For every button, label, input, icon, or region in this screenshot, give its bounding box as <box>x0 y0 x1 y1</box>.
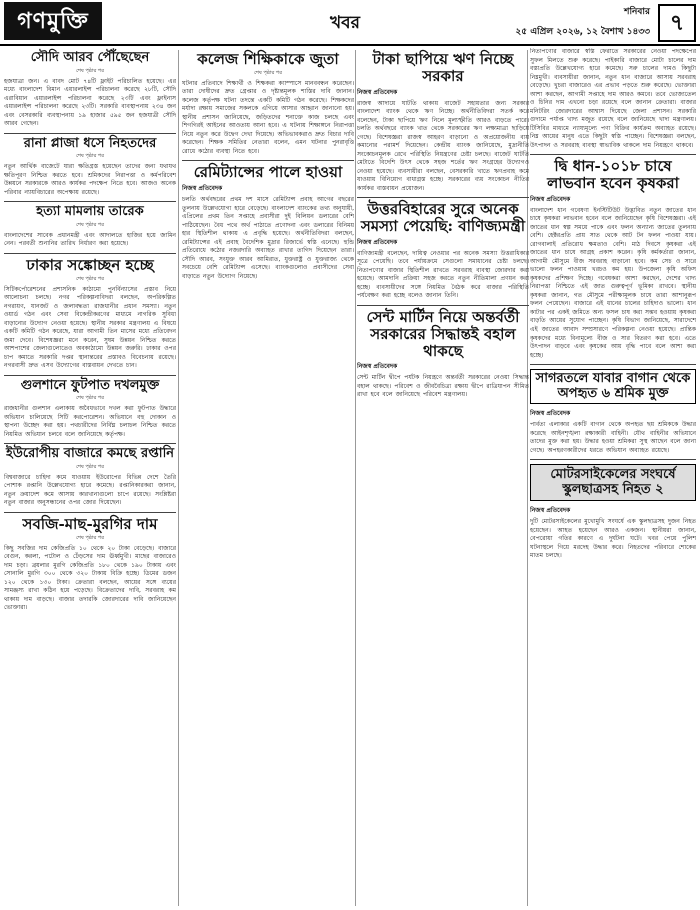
continued-label: শেষ পৃষ্ঠার পর <box>76 153 104 160</box>
article-gulshan <box>4 379 176 440</box>
column-rule <box>178 50 179 906</box>
article-body: চলতি অর্থবছরের প্রথম দশ মাসে রেমিট্যান্স প্রবাহ আগের বছরের তুলনায় উল্লেখযোগ্য হারে বেড়েছে। বাংলাদেশ ব্যাংকের তথ্য অনুযায়ী, এপ্রিলের প্রথম তিন সপ্তাহে প্রবাসীরা দুই বিলিয়ন ডলারের বেশি পাঠিয়েছেন। বৈধ পথে অর্থ পাঠাতে প্রণোদনা এবং ডলারের বিনিময় হার স্থিতিশীল থাকায় এ প্রবৃদ্ধি হয়েছে। অর্থনীতিবিদরা বলছেন, রেমিট্যান্সের এই প্রবাহ বৈদেশিক মুদ্রার রিজার্ভে স্বস্তি এনেছে। হুন্ডি প্রতিরোধে কঠোর নজরদারি অব্যাহত রাখার তাগিদ দিয়েছেন তারা। সৌদি আরব, সংযুক্ত আরব আমিরাত, যুক্তরাষ্ট্র ও যুক্তরাজ্য থেকে সবচেয়ে বেশি রেমিট্যান্স এসেছে। ব্যাংকগুলোও প্রবাসীদের সেবা বাড়াতে নতুন উদ্যোগ নিয়েছে। <box>182 196 354 280</box>
article-dhaka <box>4 257 176 371</box>
headline[interactable]: মোটরসাইকেলের সংঘর্ষে স্কুলছাত্রসহ নিহত ২ <box>530 464 696 501</box>
divider <box>4 201 176 202</box>
continued-label: শেষ পৃষ্ঠার পর <box>76 395 104 402</box>
divider <box>530 364 696 365</box>
divider <box>4 253 176 254</box>
column-3 <box>357 48 529 908</box>
article-saudi <box>4 51 176 129</box>
article-body: নিত্যপণ্যের বাজারে স্বস্তি ফেরাতে সরকারের নেওয়া পদক্ষেপের সুফল মিলতে শুরু করেছে। পাইকারি বাজারে মোটা চালের দাম বস্তাপ্রতি উল্লেখযোগ্য হারে কমেছে। সরু চালের দামও কিছুটা নিম্নমুখী। ব্যবসায়ীরা জানান, নতুন ধান বাজারে আসায় সরবরাহ বেড়েছে। খুচরা বাজারেও এর প্রভাব পড়তে শুরু করেছে। ভোক্তারা আশা করছেন, আগামী সপ্তাহে দাম আরও কমবে। তবে ভোজ্যতেল ও চিনির দাম এখনো চড়া রয়েছে বলে জানান ক্রেতারা। বাজার মনিটরিং জোরদারের আশ্বাস দিয়েছে জেলা প্রশাসন। সরকারি গুদামে পর্যাপ্ত খাদ্য মজুত রয়েছে বলে জানিয়েছে খাদ্য মন্ত্রণালয়। টিসিবির মাধ্যমে ন্যায্যমূল্যে পণ্য বিক্রির কার্যক্রম অব্যাহত রয়েছে। নিম্ন আয়ের মানুষ এতে কিছুটা স্বস্তি পাচ্ছেন। বিশেষজ্ঞরা বলছেন, উৎপাদন ও সরবরাহ ব্যবস্থা স্বাভাবিক থাকলে দাম নিয়ন্ত্রণে থাকবে। <box>530 48 696 149</box>
divider <box>182 160 354 161</box>
byline: নিজস্ব প্রতিবেদক <box>530 195 571 203</box>
article-north <box>357 201 529 301</box>
divider <box>530 154 696 155</box>
article-body: সেন্ট মার্টিন দ্বীপে পর্যটক নিয়ন্ত্রণে অন্তর্বর্তী সরকারের নেওয়া সিদ্ধান্ত বহাল থাকছে। পরিবেশ ও জীববৈচিত্র্য রক্ষায় দ্বীপে রাত্রিযাপন সীমিত রাখা হবে বলে জানিয়েছে পরিবেশ মন্ত্রণালয়। <box>357 374 529 399</box>
byline: নিজস্ব প্রতিবেদক <box>530 507 571 515</box>
headline[interactable]: হত্যা মামলায় তারেক <box>36 204 144 220</box>
dateline: ২৫ এপ্রিল ২০২৬, ১২ বৈশাখ ১৪৩৩ <box>515 27 650 37</box>
headline[interactable]: রেমিট্যান্সের পালে হাওয়া <box>193 163 343 182</box>
article-martin <box>357 309 529 400</box>
article-price <box>530 48 696 150</box>
article-body: রাজধানীর গুলশান এলাকায় অবৈধভাবে দখল করা ফুটপাত উদ্ধারে অভিযান চালিয়েছে সিটি করপোরেশন। অভিযানে বহু দোকান ও স্থাপনা উচ্ছেদ করা হয়। পথচারীদের নির্বিঘ্ন চলাচল নিশ্চিত করতে নিয়মিত অভিযান চলবে বলে জানিয়েছে কর্তৃপক্ষ। <box>4 405 176 438</box>
article-farmers <box>530 158 696 360</box>
article-body: বাংলাদেশের সাবেক প্রধানমন্ত্রী এবং আদালতে হাজির হয়ে জামিন নেন। পরবর্তী শুনানির তারিখ নির্ধারণ করা হয়েছে। <box>4 231 176 248</box>
article-body: নতুন আর্থিক বাজেটে যারা ক্ষতিগ্রস্ত হয়েছেন তাদের জন্য যথাযথ ক্ষতিপূরণ নিশ্চিত করতে হবে। শ্রমিকদের নিরাপত্তা ও কর্মপরিবেশ উন্নয়নে সরকারকে আরও কার্যকর পদক্ষেপ নিতে হবে। আজও অনেক পরিবার ন্যায়বিচারের অপেক্ষায় রয়েছে। <box>4 163 176 196</box>
headline[interactable]: ইউরোপীয় বাজারে কমছে রপ্তানি <box>5 446 175 462</box>
byline: নিজস্ব প্রতিবেদক <box>357 363 398 371</box>
headline[interactable]: সৌদি আরব পৌঁছেছেন <box>30 50 150 65</box>
divider <box>4 133 176 134</box>
byline: নিজস্ব প্রতিবেদক <box>530 410 571 418</box>
byline: নিজস্ব প্রতিবেদক <box>357 238 398 246</box>
article-loan <box>357 51 529 193</box>
continued-label: শেষ পৃষ্ঠার পর <box>76 275 104 282</box>
divider <box>357 197 529 198</box>
article-college <box>182 51 354 156</box>
byline: নিজস্ব প্রতিবেদক <box>357 88 398 96</box>
article-body: দুটি মোটরসাইকেলের মুখোমুখি সংঘর্ষে এক স্কুলছাত্রসহ দুজন নিহত হয়েছেন। আহত হয়েছেন আরও একজন। স্থানীয়রা জানান, বেপরোয়া গতির কারণে এ দুর্ঘটনা ঘটে। খবর পেয়ে পুলিশ ঘটনাস্থলে গিয়ে মরদেহ উদ্ধার করে। নিহতদের পরিবারে শোকের মাতম চলছে। <box>530 518 696 560</box>
article-case <box>4 205 176 249</box>
article-body: সিটিকর্পোরেশনের প্রশাসনিক কাঠামো পুনর্বিন্যাসের প্রস্তাব নিয়ে আলোচনা চলছে। নগর পরিকল্পনাবিদরা বলছেন, অপরিকল্পিত নগরায়ণ, যানজট ও জলাবদ্ধতা রাজধানীর প্রধান সমস্যা। নতুন ওয়ার্ড গঠন এবং সেবা বিকেন্দ্রীকরণের মাধ্যমে নাগরিক সুবিধা বাড়ানোর উদ্যোগ নেওয়া হয়েছে। স্থানীয় সরকার মন্ত্রণালয় এ বিষয়ে একটি কমিটি গঠন করেছে, যারা আগামী তিন মাসের মধ্যে প্রতিবেদন জমা দেবে। বিশেষজ্ঞরা মনে করেন, সুষম উন্নয়ন নিশ্চিত করতে আশপাশের জেলাগুলোতেও অবকাঠামো উন্নয়ন জরুরি। ঢাকার ওপর চাপ কমাতে সরকারি দপ্তর স্থানান্তরের প্রস্তাবও বিবেচনায় রয়েছে। নগরবাসী দ্রুত এসব উদ্যোগের বাস্তবায়ন দেখতে চান। <box>4 285 176 370</box>
article-body: রাজস্ব আদায়ে ঘাটতি থাকায় বাজেট সহায়তার জন্য সরকার বাংলাদেশ ব্যাংক থেকে ঋণ নিচ্ছে। অর্থনীতিবিদরা সতর্ক করে বলেছেন, টাকা ছাপিয়ে ঋণ নিলে মূল্যস্ফীতি আরও বাড়তে পারে। চলতি অর্থবছরে ব্যাংক খাত থেকে সরকারের ঋণ লক্ষ্যমাত্রা ছাড়িয়ে গেছে। বিশেষজ্ঞরা রাজস্ব আহরণ বাড়ানো ও অপ্রয়োজনীয় ব্যয় কমানোর পরামর্শ দিয়েছেন। কেন্দ্রীয় ব্যাংক জানিয়েছে, মুদ্রানীতি সংকোচনমূলক রেখে পরিস্থিতি নিয়ন্ত্রণের চেষ্টা চলছে। বাজেট ঘাটতি মেটাতে বিদেশি উৎস থেকে সহজ শর্তের ঋণ সংগ্রহের উদ্যোগও নেওয়া হয়েছে। ব্যবসায়ীরা বলছেন, বেসরকারি খাতে ঋণপ্রবাহ কমে যাওয়ায় বিনিয়োগ বাধাগ্রস্ত হচ্ছে। সরকারের ব্যয় সংকোচন নীতির কার্যকর বাস্তবায়ন প্রয়োজন। <box>357 99 529 192</box>
headline[interactable]: সবজি-মাছ-মুরগির দাম <box>22 515 158 533</box>
weekday: শনিবার <box>624 7 650 17</box>
continued-label: শেষ পৃষ্ঠার পর <box>76 463 104 470</box>
article-garden <box>530 369 696 455</box>
continued-label: শেষ পৃষ্ঠার পর <box>76 534 104 541</box>
newspaper-logo[interactable]: গণমুক্তি <box>4 2 102 40</box>
headline[interactable]: কলেজ শিক্ষিকাকে জুতা <box>197 50 339 68</box>
headline[interactable]: গুলশানে ফুটপাত দখলমুক্ত <box>20 377 160 393</box>
divider <box>530 459 696 460</box>
page-number: ৭ <box>658 4 696 42</box>
article-body: বিশ্ববাজারে চাহিদা কমে যাওয়ায় ইউরোপের বিভিন্ন দেশে তৈরি পোশাক রপ্তানি উল্লেখযোগ্য হারে কমেছে। রপ্তানিকারকরা জানান, নতুন ক্রয়াদেশ কমে আসায় কারখানাগুলো চাপে রয়েছে। সংশ্লিষ্টরা নতুন বাজার অনুসন্ধানের ওপর জোর দিয়েছেন। <box>4 473 176 507</box>
article-europe <box>4 447 176 508</box>
article-plaza <box>4 137 176 198</box>
article-vegetables <box>4 516 176 613</box>
column-1 <box>4 48 176 908</box>
article-body: বাণিজ্যমন্ত্রী বলেছেন, দায়িত্ব নেওয়ার পর অনেক সমস্যা উত্তরাধিকার সূত্রে পেয়েছি। তবে পর্যায়ক্রমে সেগুলো সমাধানের চেষ্টা চলছে। নিত্যপণ্যের বাজার স্থিতিশীল রাখতে সরবরাহ ব্যবস্থা জোরদার করা হয়েছে। আমদানি প্রক্রিয়া সহজ করতে নতুন নীতিমালা প্রণয়ন করা হচ্ছে। ব্যবসায়ীদের সঙ্গে নিয়মিত বৈঠক করে বাজার পরিস্থিতি পর্যবেক্ষণ করা হচ্ছে বলেও জানান তিনি। <box>357 249 529 300</box>
article-remittance <box>182 164 354 281</box>
divider <box>4 512 176 513</box>
continued-label: শেষ পৃষ্ঠার পর <box>76 221 104 228</box>
column-2 <box>182 48 354 908</box>
article-motorcycle <box>530 464 696 561</box>
article-body: হজযাত্রা জন। এ বাবদ মোট ৭৪টি ফ্লাইট পরিচালিত হয়েছে। এর মধ্যে বাংলাদেশ বিমান এয়ারলাইন্স পরিচালনা করেছে ২৮টি, সৌদি এরাবিয়ান এয়ারলাইন্স পরিচালনা করেছে ২৩টি এবং ফ্লাইনাস এয়ারলাইন্স পরিচালনা করেছে ২৩টি। সরকারি ব্যবস্থাপনায় ২৩৪ জন এবং বেসরকারি ব্যবস্থাপনায় ১৯ হাজার ৫৯৫ জন হজযাত্রী সৌদি আরব গেছেন। <box>4 77 176 128</box>
headline[interactable]: রানা প্লাজা ধসে নিহতদের <box>23 135 157 151</box>
section-label: খবর <box>330 13 360 33</box>
divider <box>357 305 529 306</box>
headline[interactable]: সাগরতলে যাবার বাগান থেকে অপহৃত ৬ শ্রমিক মুক্ত <box>530 369 696 404</box>
headline[interactable]: উত্তরবিহারের সুরে অনেক সমস্যা পেয়েছি: বাণিজ্যমন্ত্রী <box>360 200 526 236</box>
headline[interactable]: সেন্ট মার্টিন নিয়ে অন্তর্বর্তী সরকারের সিদ্ধান্তই বহাল থাকছে <box>366 307 520 360</box>
column-rule <box>355 50 356 906</box>
headline[interactable]: দ্বি ধান-১০১৮ চাষে লাভবান হবেন কৃষকরা <box>547 157 679 192</box>
headline[interactable]: ঢাকার সঙ্কোচ্ছন হচ্ছে <box>26 255 154 274</box>
divider <box>4 375 176 376</box>
column-4 <box>530 48 696 908</box>
continued-label: শেষ পৃষ্ঠার পর <box>254 69 282 76</box>
divider <box>4 443 176 444</box>
article-body: পার্বত্য এলাকার একটি বাগান থেকে অপহৃত ছয় শ্রমিককে উদ্ধার করেছে আইনশৃঙ্খলা রক্ষাকারী বাহিনী। যৌথ বাহিনীর অভিযানে তাদের মুক্ত করা হয়। উদ্ধার হওয়া শ্রমিকরা সুস্থ আছেন বলে জানা গেছে। অপহরণকারীদের ধরতে অভিযান অব্যাহত রয়েছে। <box>530 421 696 454</box>
masthead <box>0 0 700 46</box>
article-body: ঘটনার প্রতিবাদে শিক্ষার্থী ও শিক্ষকরা ক্যাম্পাসে মানববন্ধন করেছেন। তারা দোষীদের দ্রুত গ্রেপ্তার ও দৃষ্টান্তমূলক শাস্তির দাবি জানান। কলেজ কর্তৃপক্ষ ঘটনা তদন্তে একটি কমিটি গঠন করেছে। শিক্ষকদের মর্যাদা রক্ষায় সমাজের সকলকে এগিয়ে আসার আহ্বান জানানো হয়। স্থানীয় প্রশাসন জানিয়েছে, জড়িতদের শনাক্তে কাজ চলছে এবং শিগগিরই আইনের আওতায় আনা হবে। এ ঘটনায় শিক্ষাঙ্গনে নিরাপত্তা নিয়ে নতুন করে উদ্বেগ দেখা দিয়েছে। অভিভাবকরাও দ্রুত বিচার দাবি করেছেন। শিক্ষক সমিতির নেতারা বলেন, এমন ঘটনার পুনরাবৃত্তি রোধে কঠোর ব্যবস্থা নিতে হবে। <box>182 79 354 155</box>
continued-label: শেষ পৃষ্ঠার পর <box>76 67 104 74</box>
article-body: কিছু সবজির দাম কেজিপ্রতি ১০ থেকে ২০ টাকা বেড়েছে। বাজারে বেগুন, করলা, পটোল ও ঢেঁড়সের দাম ঊর্ধ্বমুখী। মাছের বাজারেও দাম চড়া। ব্রয়লার মুরগি কেজিপ্রতি ১৮০ থেকে ১৯০ টাকায় এবং সোনালি মুরগি ৩০০ থেকে ৩২০ টাকায় বিক্রি হচ্ছে। ডিমের ডজন ১২০ থেকে ১৩০ টাকা। ক্রেতারা বলছেন, আয়ের সঙ্গে ব্যয়ের সামঞ্জস্য রাখা কঠিন হয়ে পড়েছে। বিক্রেতাদের দাবি, সরবরাহ কম থাকায় দাম বাড়ছে। বাজার তদারকি জোরদারের দাবি জানিয়েছেন ভোক্তারা। <box>4 544 176 612</box>
article-body: বাংলাদেশ ধান গবেষণা ইনস্টিটিউট উদ্ভাবিত নতুন জাতের ধান চাষে কৃষকরা লাভবান হবেন বলে জানিয়েছেন কৃষি বিশেষজ্ঞরা। এই জাতের ধান স্বল্প সময়ে পাকে এবং ফলন অন্যান্য জাতের তুলনায় বেশি। হেক্টরপ্রতি প্রায় সাত থেকে আট টন ফলন পাওয়া যায়। রোগবালাই প্রতিরোধ ক্ষমতাও বেশি। মাঠ দিবসে কৃষকরা এই জাতের ধান চাষে আগ্রহ প্রকাশ করেন। কৃষি কর্মকর্তারা জানান, আগামী মৌসুমে বীজ সরবরাহ বাড়ানো হবে। কম সেচ ও সারে ভালো ফলন পাওয়ায় খরচও কম হয়। উপজেলা কৃষি অফিস কৃষকদের প্রশিক্ষণ দিচ্ছে। গবেষকরা আশা করছেন, দেশের খাদ্য নিরাপত্তা নিশ্চিতে এই জাত গুরুত্বপূর্ণ ভূমিকা রাখবে। স্থানীয় কৃষকরা জানান, গত মৌসুমে পরীক্ষামূলক চাষে তারা আশানুরূপ ফলন পেয়েছেন। বাজারে এই ধানের চালের চাহিদাও ভালো। ধান কাটার পর একই জমিতে অন্য ফসল চাষ করা সম্ভব হওয়ায় কৃষকরা বাড়তি আয়ের সুযোগ পাচ্ছেন। কৃষি বিভাগ জানিয়েছে, সারাদেশে এই জাতের আবাদ সম্প্রসারণে পরিকল্পনা নেওয়া হয়েছে। প্রান্তিক কৃষকদের মধ্যে বিনামূল্যে বীজ ও সার বিতরণ করা হবে। এতে উৎপাদন বাড়বে এবং কৃষকের আয় বৃদ্ধি পাবে বলে আশা করা হচ্ছে। <box>530 206 696 359</box>
headline[interactable]: টাকা ছাপিয়ে ঋণ নিচ্ছে সরকার <box>372 50 514 85</box>
byline: নিজস্ব প্রতিবেদক <box>182 185 223 193</box>
